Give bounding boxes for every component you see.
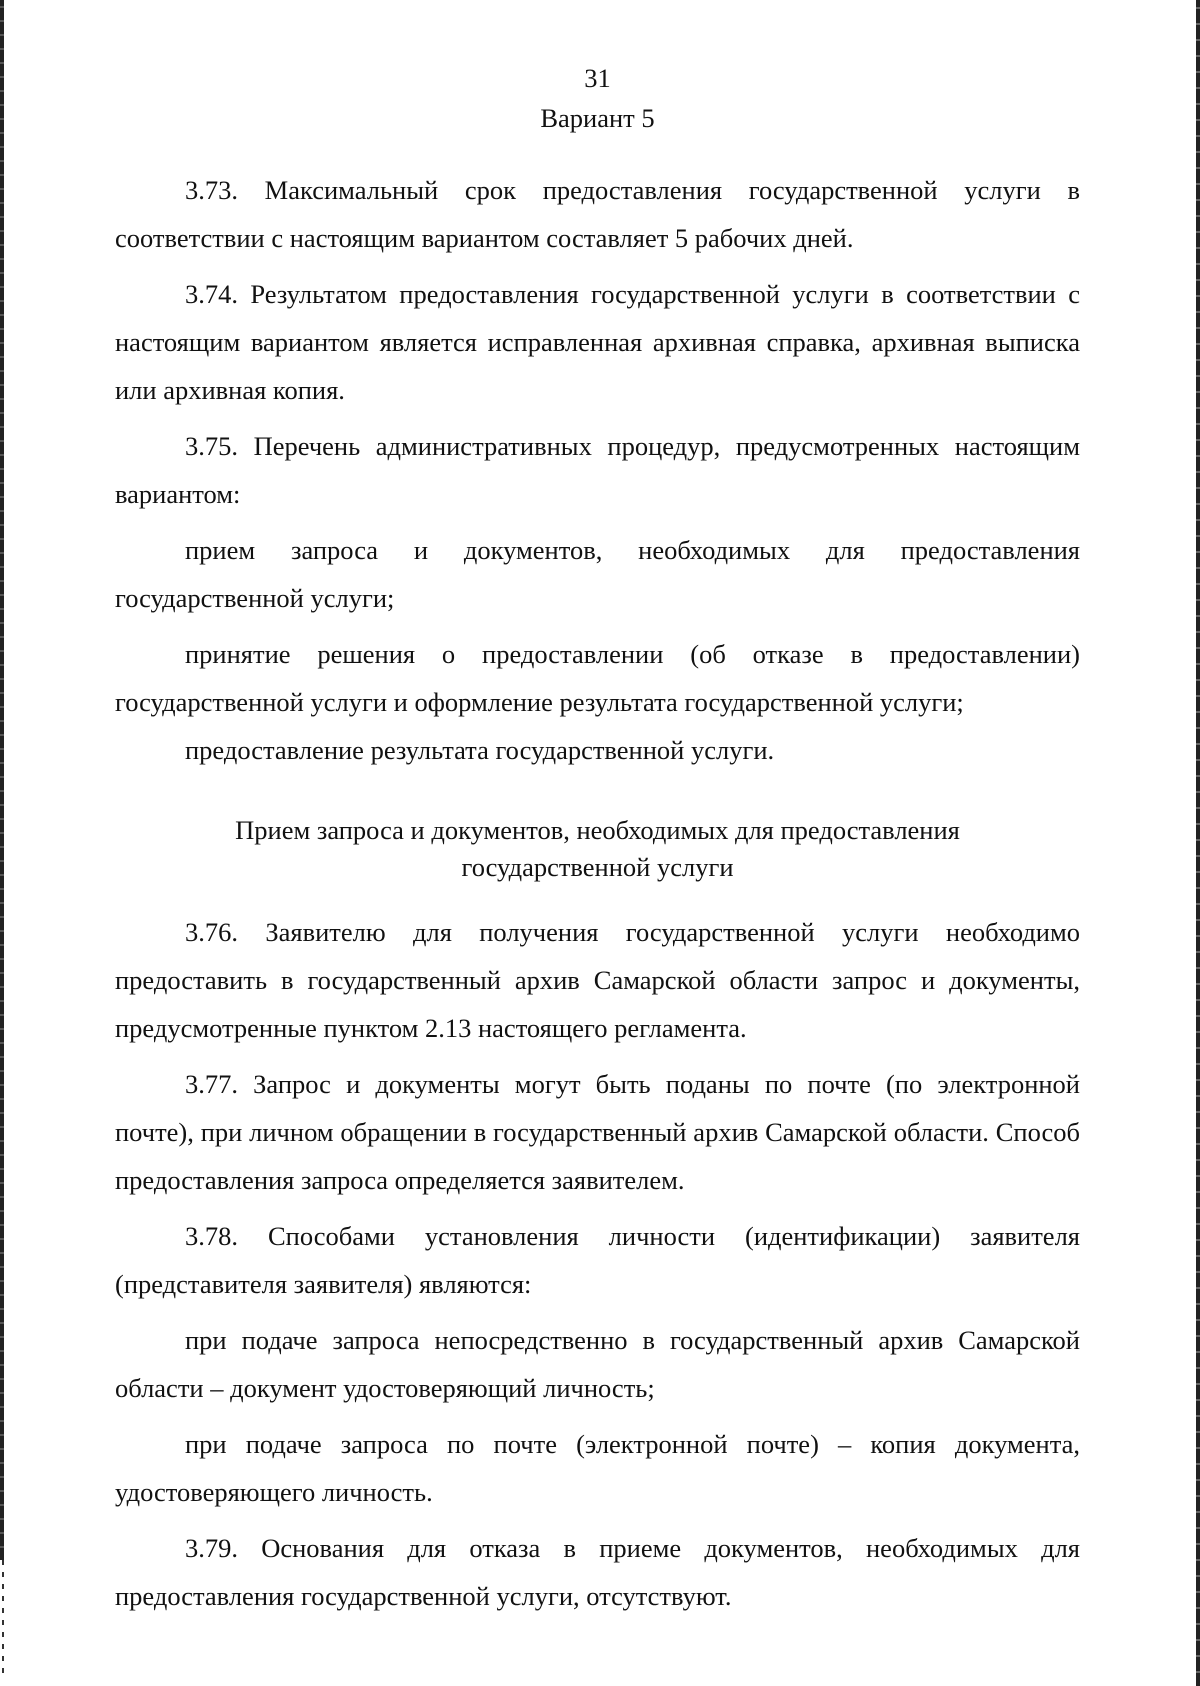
paragraph-3-76: 3.76. Заявителю для получения государственной услуги необходимо предоставить в государственный архив Самарской области запрос и документы, предусмотренные пунктом 2.13 настоящего регламента. [115,917,1080,1043]
document-page [115,62,1080,1620]
section-heading-line-2: государственной услуги [461,852,734,882]
paragraph-3-79: 3.79. Основания для отказа в приеме документов, необходимых для предоставления государственной услуги, отсутствуют. [115,1533,1080,1611]
list-item-decision: принятие решения о предоставлении (об отказе в предоставлении) государственной услуги и оформление результата государственной услуги; [115,639,1080,717]
scan-edge-left [0,0,4,1560]
list-item-in-person: при подаче запроса непосредственно в государственный архив Самарской области – документ удостоверяющий личность; [115,1325,1080,1403]
list-item-intake: прием запроса и документов, необходимых для предоставления государственной услуги; [115,535,1080,613]
paragraph-3-75: 3.75. Перечень административных процедур, предусмотренных настоящим вариантом: [115,431,1080,509]
scan-edge-right [1196,0,1200,1686]
list-item-by-mail: при подаче запроса по почте (электронной почте) – копия документа, удостоверяющего личность. [115,1429,1080,1507]
page-number: 31 [584,63,611,93]
paragraph-3-77: 3.77. Запрос и документы могут быть поданы по почте (по электронной почте), при личном обращении в государственный архив Самарской области. Способ предоставления запроса определяется заявителем. [115,1069,1080,1195]
paragraph-3-78: 3.78. Способами установления личности (идентификации) заявителя (представителя заявителя) являются: [115,1221,1080,1299]
scan-edge-left-lower [2,1560,4,1680]
variant-title: Вариант 5 [540,103,655,133]
paragraph-3-73: 3.73. Максимальный срок предоставления государственной услуги в соответствии с настоящим вариантом составляет 5 рабочих дней. [115,175,1080,253]
section-heading [115,812,1080,886]
section-heading-line-1: Прием запроса и документов, необходимых для предоставления [235,815,960,845]
list-item-result: предоставление результата государственной услуги. [185,735,775,765]
paragraph-3-74: 3.74. Результатом предоставления государственной услуги в соответствии с настоящим вариантом является исправленная архивная справка, архивная выписка или архивная копия. [115,279,1080,405]
